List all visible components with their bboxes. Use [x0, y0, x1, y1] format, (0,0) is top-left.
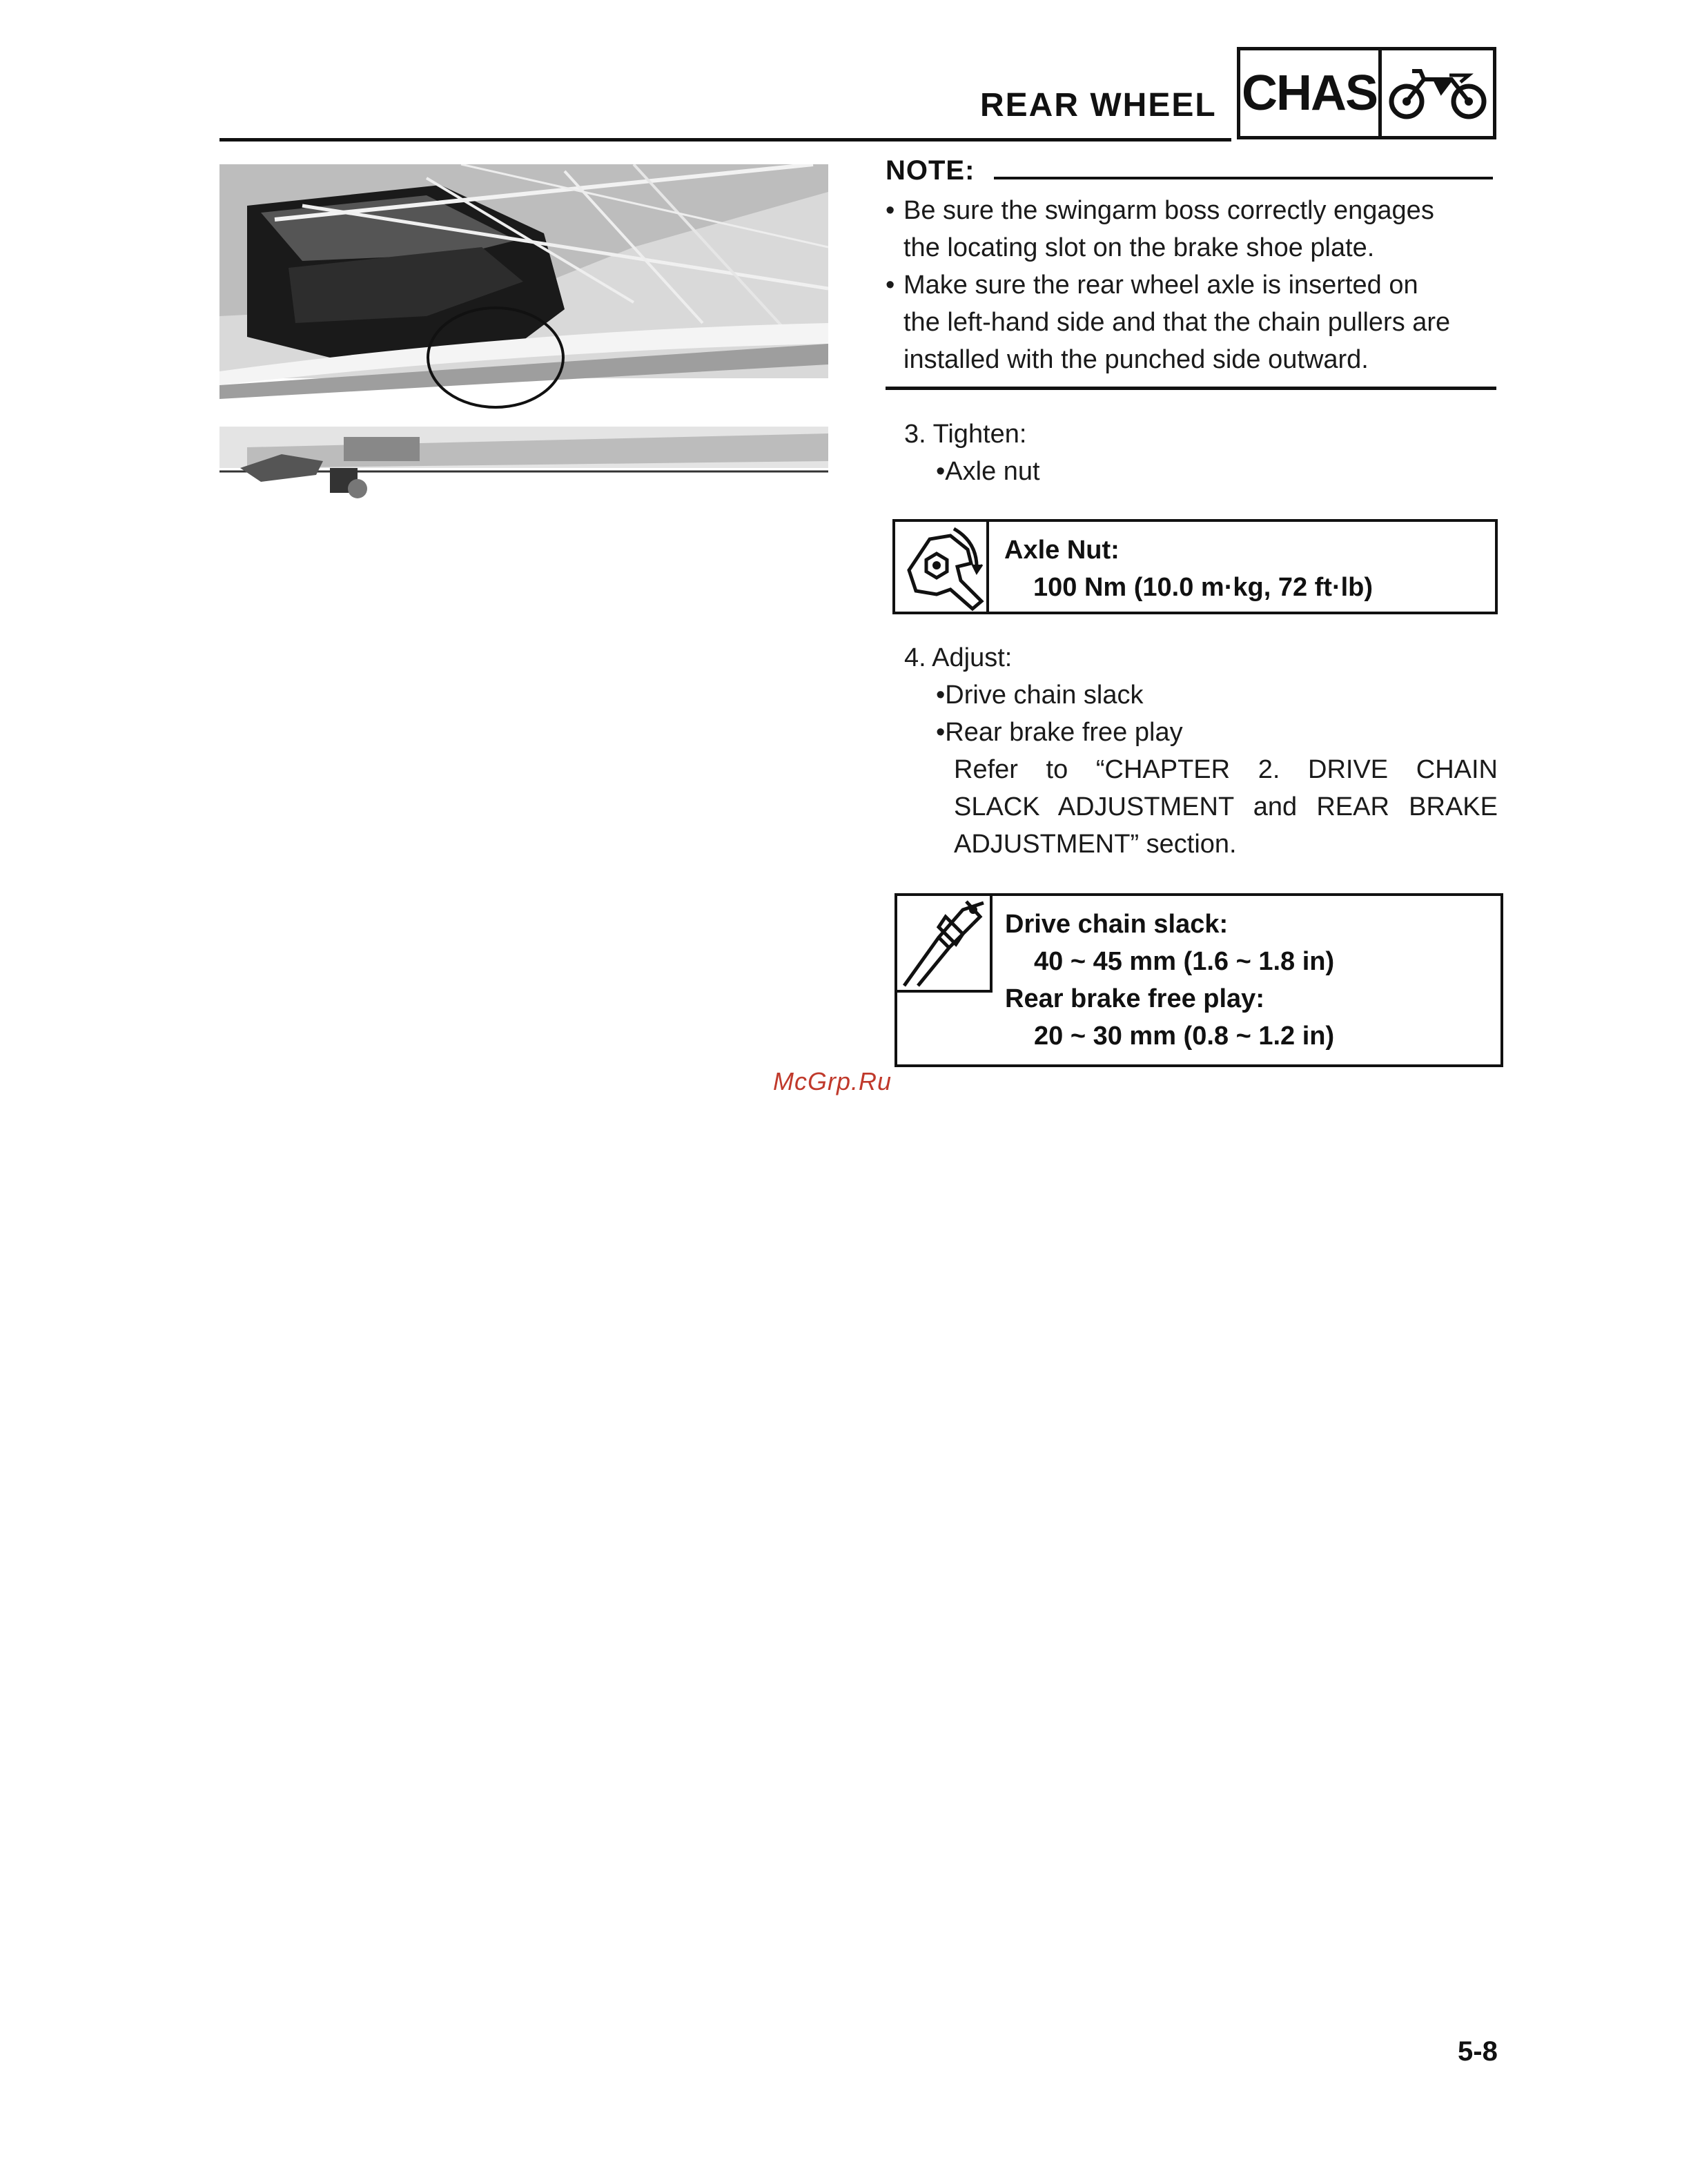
note-bottom-rule — [886, 387, 1496, 390]
note-bullet-1-line1: Be sure the swingarm boss correctly engages — [903, 196, 1434, 225]
note-bullet-2 — [886, 266, 1493, 378]
torque-wrench-icon — [895, 522, 989, 612]
note-bullet-2-line2: the left-hand side and that the chain pullers are — [903, 308, 1451, 337]
chapter-badge — [1237, 47, 1496, 139]
step-4-refer-line1: Refer to “CHAPTER 2. DRIVE CHAIN — [954, 755, 1498, 784]
note-bullet-1-line2: the locating slot on the brake shoe plate. — [903, 233, 1375, 262]
bullet-glyph: • — [886, 271, 895, 300]
watermark: McGrp.Ru — [773, 1067, 892, 1095]
torque-spec-box — [892, 519, 1498, 614]
step-4-refer-line3: ADJUSTMENT” section. — [954, 830, 1237, 859]
motorcycle-icon — [1382, 50, 1493, 136]
step-4-item-1: •Drive chain slack — [936, 681, 1144, 710]
header-rule — [219, 138, 1231, 142]
brake-free-play-label: Rear brake free play: — [1005, 984, 1264, 1013]
caliper-gauge-icon — [897, 896, 993, 993]
section-title: REAR WHEEL — [980, 87, 1217, 124]
rear-wheel-photo — [219, 164, 828, 509]
note-label: NOTE: — [886, 155, 975, 186]
page-number: 5-8 — [1458, 2036, 1498, 2067]
chain-slack-label: Drive chain slack: — [1005, 910, 1229, 939]
note-bullet-1 — [886, 192, 1493, 266]
chain-slack-value: 40 ~ 45 mm (1.6 ~ 1.8 in) — [1034, 947, 1335, 976]
note-rule — [994, 177, 1493, 179]
step-3-item: •Axle nut — [936, 457, 1040, 486]
chapter-badge-label: CHAS — [1240, 50, 1382, 136]
step-4-item-2: •Rear brake free play — [936, 718, 1183, 747]
step-4-refer-line2: SLACK ADJUSTMENT and REAR BRAKE — [954, 792, 1498, 821]
note-bullet-2-line3: installed with the punched side outward. — [903, 345, 1369, 374]
adjust-spec-box — [895, 893, 1503, 1067]
step-3-title: 3. Tighten: — [904, 420, 1027, 449]
note-bullet-2-line1: Make sure the rear wheel axle is inserted on — [903, 271, 1418, 300]
step-4-title: 4. Adjust: — [904, 643, 1013, 672]
torque-spec-label: Axle Nut: — [1004, 536, 1120, 565]
bullet-glyph: • — [886, 196, 895, 225]
brake-free-play-value: 20 ~ 30 mm (0.8 ~ 1.2 in) — [1034, 1022, 1335, 1051]
torque-spec-value: 100 Nm (10.0 m·kg, 72 ft·lb) — [1033, 573, 1374, 602]
